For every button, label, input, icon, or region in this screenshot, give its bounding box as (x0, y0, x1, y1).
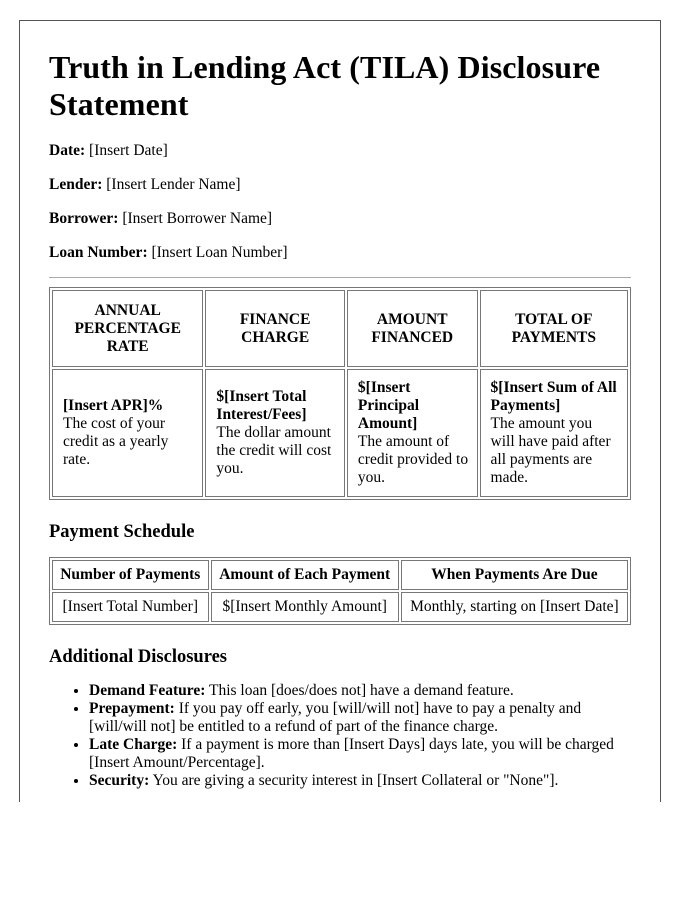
list-item-prepayment (89, 700, 631, 736)
meta-lender-value: [Insert Lender Name] (106, 176, 241, 193)
amount-financed-description: The amount of credit provided to you. (357, 433, 469, 486)
additional-disclosures-list (49, 682, 631, 790)
tila-header-row (52, 290, 628, 367)
schedule-header-when: When Payments Are Due (401, 560, 628, 590)
prepayment-label: Prepayment: (89, 700, 175, 717)
document-body (20, 49, 660, 790)
total-payments-value: $[Insert Sum of All Payments] (490, 379, 617, 414)
list-item-demand-feature (89, 682, 631, 700)
tila-disclosure-table (49, 287, 631, 500)
schedule-header-amount: Amount of Each Payment (211, 560, 399, 590)
apr-value: [Insert APR]% (63, 397, 164, 414)
meta-borrower-value: [Insert Borrower Name] (122, 210, 273, 227)
meta-loan-number-value: [Insert Loan Number] (151, 244, 288, 261)
meta-loan-number-label: Loan Number: (49, 244, 148, 261)
schedule-header-number: Number of Payments (52, 560, 209, 590)
meta-date (49, 141, 631, 161)
finance-charge-value: $[Insert Total Interest/Fees] (216, 388, 307, 423)
cell-finance-charge (205, 369, 345, 497)
schedule-when: Monthly, starting on [Insert Date] (401, 592, 628, 622)
schedule-header-row (52, 560, 628, 590)
demand-feature-label: Demand Feature: (89, 682, 206, 699)
header-amount-financed: AMOUNT FINANCED (347, 290, 478, 367)
schedule-amount: $[Insert Monthly Amount] (211, 592, 399, 622)
cell-apr (52, 369, 203, 497)
header-total-payments: TOTAL OF PAYMENTS (480, 290, 628, 367)
header-apr: ANNUAL PERCENTAGE RATE (52, 290, 203, 367)
meta-lender (49, 175, 631, 195)
header-finance-charge: FINANCE CHARGE (205, 290, 345, 367)
security-label: Security: (89, 772, 150, 789)
security-text: You are giving a security interest in [Insert Collateral or "None"]. (152, 772, 559, 789)
total-payments-description: The amount you will have paid after all payments are made. (490, 415, 611, 486)
amount-financed-value: $[Insert Principal Amount] (357, 379, 420, 432)
cell-total-payments (480, 369, 628, 497)
list-item-security (89, 772, 631, 790)
schedule-row (52, 592, 628, 622)
late-charge-text: If a payment is more than [Insert Days] days late, you will be charged [Insert Amount/Percentage]. (89, 736, 614, 771)
page-title: Truth in Lending Act (TILA) Disclosure Statement (49, 49, 601, 122)
meta-date-label: Date: (49, 142, 86, 159)
meta-borrower-label: Borrower: (49, 210, 119, 227)
prepayment-text: If you pay off early, you [will/will not] have to pay a penalty and [will/will not] be entitled to a refund of part of the finance charge. (89, 700, 582, 735)
schedule-number: [Insert Total Number] (52, 592, 209, 622)
cell-amount-financed (347, 369, 478, 497)
meta-date-value: [Insert Date] (89, 142, 168, 159)
additional-disclosures-heading: Additional Disclosures (49, 647, 228, 667)
meta-lender-label: Lender: (49, 176, 103, 193)
meta-loan-number (49, 243, 631, 263)
disclosure-document (19, 20, 661, 802)
late-charge-label: Late Charge: (89, 736, 178, 753)
demand-feature-text: This loan [does/does not] have a demand feature. (208, 682, 514, 699)
divider (49, 277, 631, 278)
list-item-late-charge (89, 736, 631, 772)
payment-schedule-table (49, 557, 631, 625)
apr-description: The cost of your credit as a yearly rate. (63, 415, 169, 468)
finance-charge-description: The dollar amount the credit will cost you. (216, 424, 332, 477)
meta-borrower (49, 209, 631, 229)
tila-value-row (52, 369, 628, 497)
payment-schedule-heading: Payment Schedule (49, 522, 195, 542)
